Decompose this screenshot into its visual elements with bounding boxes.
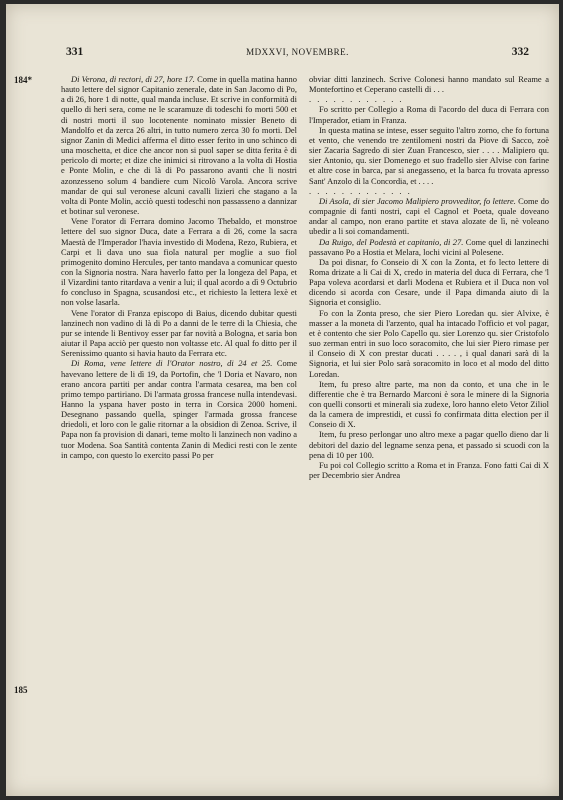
paragraph xyxy=(61,308,297,359)
running-header xyxy=(66,46,529,62)
entry-heading: Di Asola, di sier Jacomo Malipiero provveditor, fo lettere. xyxy=(319,195,516,206)
paragraph xyxy=(61,74,297,216)
paragraph xyxy=(61,358,297,460)
paragraph xyxy=(309,257,549,308)
paragraph xyxy=(309,237,549,257)
entry-heading: Di Verona, di rectori, di 27, hore 17. xyxy=(71,74,195,84)
paragraph xyxy=(61,216,297,307)
margin-note: 184* xyxy=(14,75,32,85)
paragraph-text: Fo scritto per Collegio a Roma di l'acordo del duca di Ferrara con l'Imperador, etiam in Franza. xyxy=(309,104,549,125)
page-number-right: 332 xyxy=(511,46,529,58)
paragraph-text: Come havevano lettere de li dì 19, da Portofin, che 'l Doria et Navaro, non erano ancora partiti per andar contra l'armata cesarea, ma ben col primo tempo partiriano. Di l'armata grossa francese nulla intendevasi. Hanno la yspana haver posto in terra in Corsica 2000 homeni. Desegnano passando quella, spinger l'armada grossa francese driedoli, et loro con le galie ritornar a la obsidion di Zenoa. Scrive, il Papa non fa provision di danari, teme molto li lanzinech non vadino a tuor Modena. Soa Santità contenta Zanin di Medici resti con le zente in campo, con questo lo exercito passi Po per xyxy=(61,358,298,460)
page-number-left: 331 xyxy=(66,46,84,58)
paragraph xyxy=(309,460,549,480)
paragraph xyxy=(309,125,549,196)
ellipsis-dots: . . . . . . . . . . . . . xyxy=(309,185,412,196)
paragraph-text: Item, fu preso altre parte, ma non da conto, et una che in le differentie che è tra Bernardo Marconi è sora le minere di la Signoria con quelli consorti et minerali sia zudexe, loro hanno eleto Vetor Ziliol da la camera de imprestidi, et cussì fo confirmata ditta election per il Conseio di X. xyxy=(309,378,549,430)
paragraph-text: Vene l'orator di Ferrara domino Jacomo Thebaldo, et monstroe lettere del suo signor Duca, date a Ferrara a dì 26, come la sacra Maestà de l'Imperador l'havia investido di Modena, Rezo, Rubiera, et Carpi et li dava uno sua fiola natural per moglie a suo fiol primogenito domino Hercules, per tanto mandava a comunicar questo con la Signoria nostra. Nara haverlo fatto per la longeza del Papa, et il Vizardini tanto ritardava a venir a lui; il qual acordo a dì 9 Octubrio fo concluso in Spagna, scusandosi etc., et richiesto la lettera lexè et non volse lasarla. xyxy=(61,216,297,308)
paragraph xyxy=(309,104,549,124)
paragraph-text: Come do compagnie di fanti nostri, capi el Cagnol et Poeta, quale doveano andar al campo, non erano partite et stava alozate de lì, nè voleano ubedir a li soi comandamenti. xyxy=(309,195,550,237)
left-column xyxy=(61,74,297,460)
paragraph-text: In questa matina se intese, esser seguito l'altro zorno, che fo fortuna et vento, che venendo tre zentilomeni nostri da Piove di Sacco, zoè sier Zacaria Sagredo di sier Zuan Francesco, sier . . . . Malipiero qu. sier Antonio, qu. sier Domenego et suo fradello sier Alvise con farine et altre cose in barca, par si anegasseno, et la barca fu trovata apresso Sant' Anzolo di la Concordia, et . . . . xyxy=(309,124,549,186)
paragraph xyxy=(309,196,549,237)
running-title: MDXXVI, NOVEMBRE. xyxy=(246,47,349,57)
paragraph xyxy=(309,429,549,459)
paragraph-text: Fo con la Zonta preso, che sier Piero Loredan qu. sier Alvixe, è masser a la moneta di l'arzento, qual ha intacado l'officio et vol pagar, et è contento che sier Polo Capello qu. sier Lorenzo qu. sier Cristofolo suo zerman entri in suo loco soracomito, che lui sier Piero rimase per il Conseio di X con prestar ducati . . . . , i qual danari sarà di la Signoria, et lui sier Polo sarà soracomito in loco et al modo del ditto Loredan. xyxy=(309,307,549,379)
right-column xyxy=(309,74,549,480)
book-page xyxy=(6,4,559,796)
paragraph xyxy=(309,74,549,104)
paragraph-text: Vene l'orator di Franza episcopo di Baius, dicendo dubitar questi lanzinech non vadino di là di Po a danni de le terre di la Chiesia, che pur se intende li Bentivoy esser par far novità a Bologna, et saria bon aiutar il Papa acciò per questo non voltasse etc. Al qual fo ditto per il Serenissimo quanto si havia hauto da Ferrara etc. xyxy=(61,307,297,359)
paragraph-text: Come quel di lanzinechi passavano Po a Hostia et Melara, lochi vicini al Polesene. xyxy=(309,236,549,257)
paragraph-text: Da poi disnar, fo Conseio di X con la Zonta, et fo lecto lettere di Roma drizate a li Cai di X, credo in materia del duca di Ferrara, che 'l Papa voleva acordarsi et darli Modena et Rubiera et il Duca non vol dicendo si acorda con Cesare, unde il Papa dimanda aiuto di la Signoria et consiglio. xyxy=(309,256,549,308)
entry-heading: Di Roma, vene lettere di l'Orator nostro, di 24 et 25. xyxy=(71,358,273,369)
ellipsis-dots: . . . . . . . . . . . . xyxy=(309,94,404,105)
paragraph-text: Item, fu preso perlongar uno altro mexe a pagar quello dieno dar li debitori del dazio del legname senza pena, et passado si scuodi con la pena di 10 per 100. xyxy=(309,429,549,460)
paragraph xyxy=(309,308,549,379)
paragraph-text: obviar ditti lanzinech. Scrive Colonesi hanno mandato sul Reame a Montefortino et Ceperano castelli di . . . xyxy=(309,74,549,95)
paragraph-text: Fu poi col Collegio scritto a Roma et in Franza. Fono fatti Cai di X per Decembrio sier Andrea xyxy=(309,459,549,481)
entry-heading: Da Ruigo, del Podestà et capitanio, di 27. xyxy=(319,236,464,247)
paragraph xyxy=(309,379,549,430)
paragraph-text: Come in quella matina hanno hauto lettere del signor Capitanio zenerale, date in San Jacomo di Po, a di 26, hore 1 di notte, qual manda incluse. Et scrive in conformità di quello di heri sera, come ne le scaramuze di todeschi fo morti 500 et di nostri morti il suo locotenente nominato missier Beneto di Mandolfo et da zerca 26 altri, in tutto numero zerca 30 fo morti. Del signor Zanin di Medici afferma el ditto esser ferito in uno schinco di una moschetta, et dice che ancor non si puol saper se ditta ferita è di pericolo di morte; et dize che inimici si ritrovano a la volta di Hostia e Ponte Molin, e che di là di Po passarono avanti che li nostri azonzesseno solum 4 bandiere cum Nicolò Varola. Ancora scrive mandar de qui sul veronese alcuni cavalli lizieri che stagano a la volta di Ponte Molin, acciò questi todeschi non passasseno a dannizar et botinar sul veronese. xyxy=(61,74,297,217)
margin-note: 185 xyxy=(14,685,28,695)
